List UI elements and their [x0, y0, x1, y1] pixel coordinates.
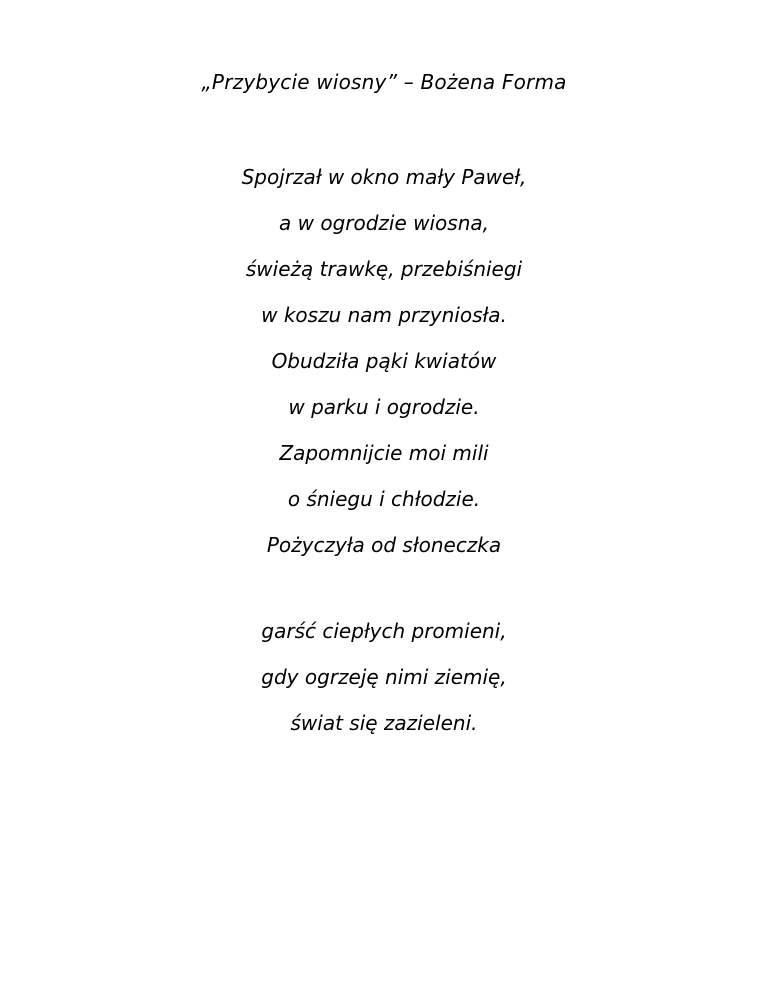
poem-line: Obudziła pąki kwiatów [271, 349, 497, 373]
poem-line: Zapomnijcie moi mili [279, 441, 489, 465]
poem-line: w parku i ogrodzie. [288, 395, 480, 419]
poem-line: świat się zazieleni. [290, 711, 478, 735]
poem-line: a w ogrodzie wiosna, [279, 211, 489, 235]
poem-line: gdy ogrzeję nimi ziemię, [261, 665, 507, 689]
poem-stanza-2 [0, 616, 768, 754]
poem-line: w koszu nam przyniosła. [261, 303, 507, 327]
poem-stanza-1 [0, 162, 768, 576]
poem-line: Pożyczyła od słoneczka [266, 533, 502, 557]
poem-line: świeżą trawkę, przebiśniegi [245, 257, 523, 281]
poem-title: „Przybycie wiosny” – Bożena Forma [201, 70, 567, 94]
poem-line: o śniegu i chłodzie. [287, 487, 481, 511]
poem-line: garść ciepłych promieni, [261, 619, 507, 643]
poem-line: Spojrzał w okno mały Paweł, [241, 165, 527, 189]
